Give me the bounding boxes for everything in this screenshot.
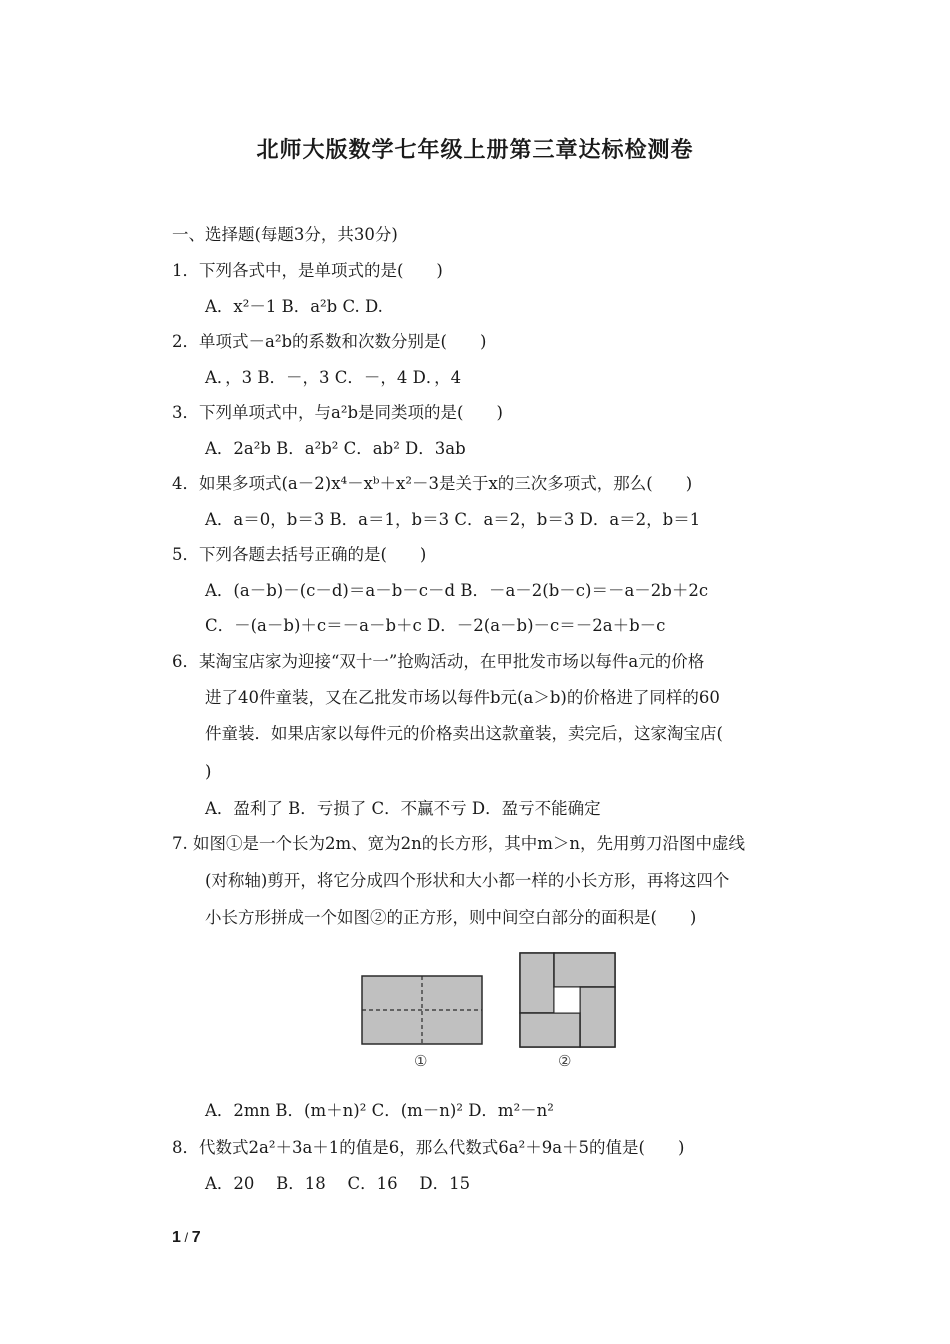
page-number: 1 / 7 xyxy=(172,1229,201,1246)
question-4-choices: A．a＝0，b＝3 B．a＝1，b＝3 C．a＝2，b＝3 D．a＝2，b＝1 xyxy=(205,510,701,529)
question-5-stem: 5．下列各题去括号正确的是( ) xyxy=(172,545,427,564)
figure-1-rectangle xyxy=(360,974,486,1046)
question-2-stem: 2．单项式－a²b的系数和次数分别是( ) xyxy=(172,332,487,351)
question-7-line-3: 小长方形拼成一个如图②的正方形，则中间空白部分的面积是( ) xyxy=(205,908,697,927)
question-8-stem: 8．代数式2a²＋3a＋1的值是6，那么代数式6a²＋9a＋5的值是( ) xyxy=(172,1138,685,1157)
question-6-line-1: 6．某淘宝店家为迎接“双十一”抢购活动，在甲批发市场以每件a元的价格 xyxy=(172,652,705,671)
question-7-choices: A．2mn B．(m＋n)² C．(m－n)² D．m²－n² xyxy=(205,1101,554,1120)
section-heading: 一、选择题(每题3分，共30分) xyxy=(172,225,398,244)
question-3-choices: A．2a²b B．a²b² C．ab² D．3ab xyxy=(205,439,466,458)
question-6-line-4: ) xyxy=(205,762,212,781)
question-3-stem: 3．下列单项式中，与a²b是同类项的是( ) xyxy=(172,403,503,422)
question-1-stem: 1．下列各式中，是单项式的是( ) xyxy=(172,261,443,280)
page-total: 7 xyxy=(191,1229,201,1246)
question-6-line-3: 件童装．如果店家以每件元的价格卖出这款童装，卖完后，这家淘宝店( xyxy=(205,724,723,743)
question-5-choices-1: A．(a－b)－(c－d)＝a－b－c－d B．－a－2(b－c)＝－a－2b＋2c xyxy=(205,581,709,600)
figure-1-label: ① xyxy=(414,1052,428,1070)
figure-2-label: ② xyxy=(558,1052,572,1070)
question-1-choices: A．x²－1 B．a²b C. D. xyxy=(205,297,383,316)
question-2-choices: A．，3 B．－，3 C．－，4 D．，4 xyxy=(205,368,462,387)
question-6-line-2: 进了40件童装，又在乙批发市场以每件b元(a＞b)的价格进了同样的60 xyxy=(205,688,720,707)
question-8-choices: A．20 B．18 C．16 D．15 xyxy=(205,1174,471,1193)
question-7-line-1: 7. 如图①是一个长为2m、宽为2n的长方形，其中m＞n，先用剪刀沿图中虚线 xyxy=(172,834,746,853)
question-4-stem: 4．如果多项式(a－2)x⁴－xᵇ＋x²－3是关于x的三次多项式，那么( ) xyxy=(172,474,693,493)
page-current: 1 xyxy=(172,1229,181,1246)
page-title: 北师大版数学七年级上册第三章达标检测卷 xyxy=(256,138,694,163)
figure-2-square xyxy=(518,951,618,1049)
question-6-choices: A．盈利了 B．亏损了 C．不赢不亏 D．盈亏不能确定 xyxy=(205,799,601,818)
question-5-choices-2: C．－(a－b)＋c＝－a－b＋c D．－2(a－b)－c＝－2a＋b－c xyxy=(205,616,666,635)
question-7-line-2: (对称轴)剪开，将它分成四个形状和大小都一样的小长方形，再将这四个 xyxy=(205,871,730,890)
